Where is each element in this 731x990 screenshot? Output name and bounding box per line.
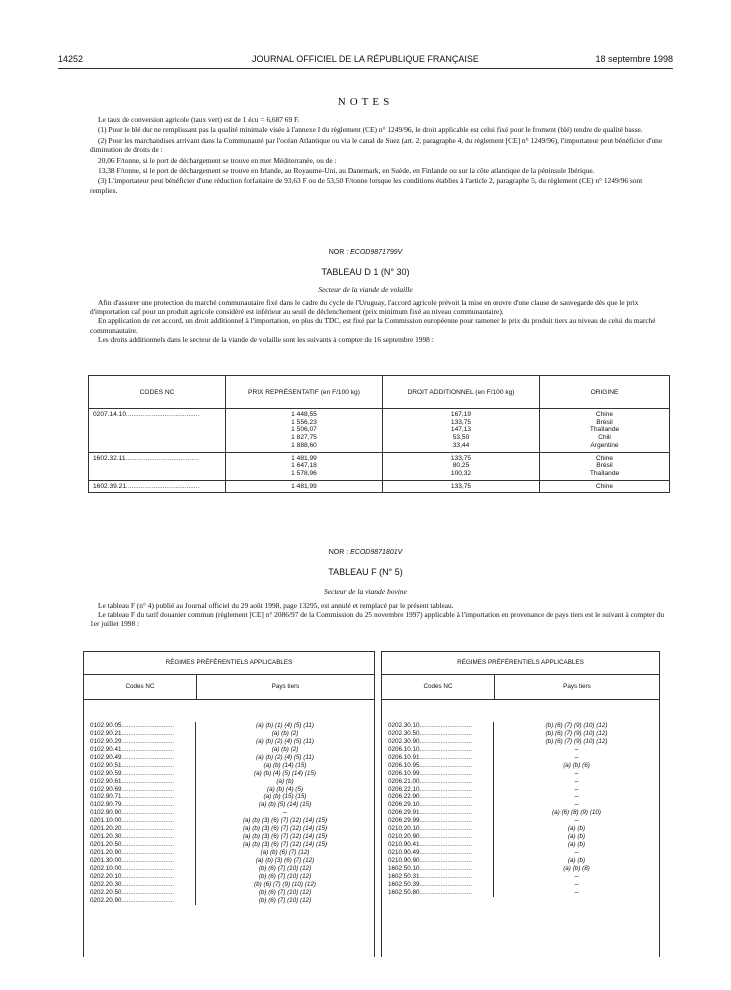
nc-code: 0102.90.05 bbox=[90, 722, 122, 729]
nc-code: 0102.90.71 bbox=[90, 793, 122, 801]
table-row: 0201.30.00.............................. bbox=[90, 856, 175, 864]
col-header-codes: Codes NC bbox=[84, 675, 197, 699]
table-row: 0206.10.95.............................. bbox=[388, 761, 473, 769]
pays-value: (a) (b) (15) (15) bbox=[263, 793, 307, 801]
col-header: PRIX REPRÉSENTATIF (en F/100 kg) bbox=[226, 376, 383, 409]
pays-value: – bbox=[574, 753, 579, 761]
nc-code: 0102.90.79 bbox=[90, 801, 122, 809]
table-row: 0201.20.90.............................. bbox=[90, 849, 175, 856]
nc-code: 0206.29.10 bbox=[388, 801, 420, 809]
sector-title: Secteur de la viande de volaille bbox=[318, 285, 413, 294]
pays-value: (a) (b) (3) (6) (7) (12) (14) (15) bbox=[242, 841, 328, 849]
intro-paragraph: En application de cet accord, un droit additionnel à l'importation, en plus du TDC, est fixé par la Commission européenne pour ramener le prix du produit tiers au niveau de celui du marché communautaire. bbox=[90, 316, 656, 335]
pays-value: (b) (6) (7) (9) (10) (12) bbox=[545, 722, 608, 729]
table-row: 1602.50.31.............................. bbox=[388, 872, 473, 880]
cell-value: Thaïlande bbox=[589, 469, 620, 477]
note-paragraph: (1) Pour le blé dur ne remplissant pas la qualité minimale visée à l'annexe I du règlement (CE) n° 1249/96, le droit applicable est celui fixé pour le froment (blé) tendre de qualité basse. bbox=[98, 125, 643, 135]
table-row: 0206.22.90.............................. bbox=[388, 793, 473, 801]
nc-code: 0201.10.00 bbox=[90, 817, 122, 825]
nc-code: 1602.50.80 bbox=[388, 888, 420, 896]
table-row: 0102.90.90.............................. bbox=[90, 809, 175, 817]
codes-column bbox=[84, 722, 196, 905]
table-row: 0206.29.10.............................. bbox=[388, 801, 473, 809]
table-row: 0102.90.59.............................. bbox=[90, 769, 175, 777]
nc-code: 0102.90.51 bbox=[90, 761, 122, 769]
cell-value: 33,44 bbox=[452, 441, 470, 449]
cell-value: Argentine bbox=[590, 441, 619, 449]
col-header-pays: Pays tiers bbox=[271, 683, 300, 690]
table-row: 0201.20.20.............................. bbox=[90, 825, 175, 833]
table-row: 0202.30.90.............................. bbox=[388, 737, 473, 745]
pays-value: (a) (b) bbox=[276, 777, 294, 785]
nc-code: 0102.90.59 bbox=[90, 769, 122, 777]
nc-code: 1602.50.10 bbox=[388, 864, 420, 872]
pays-value: (a) (b) bbox=[567, 841, 586, 849]
nc-code: 0210.20.90 bbox=[388, 833, 420, 841]
pays-value: – bbox=[574, 745, 579, 753]
table-row: 1602.32.11........................................ 1 481,99 1 647,18 1 578,96 133,75 80,25 100,32 Chine Brésil Thaïlande bbox=[89, 452, 670, 480]
table-row: 0202.20.90.............................. bbox=[90, 896, 175, 904]
pays-value: (b) (6) (7) (10) (12) bbox=[258, 896, 312, 904]
pays-value: (a) (6) (8) (9) (10) bbox=[552, 809, 601, 817]
nc-code: 0102.90.21 bbox=[90, 729, 122, 737]
table-row: 0201.20.30.............................. bbox=[90, 833, 175, 841]
table-row: 0102.90.05.............................. bbox=[90, 722, 175, 729]
issue-date: 18 septembre 1998 bbox=[595, 54, 673, 64]
nc-code: 0201.20.90 bbox=[90, 849, 122, 856]
table-row: 0102.90.29.............................. bbox=[90, 737, 175, 745]
table-row: 0102.90.41.............................. bbox=[90, 745, 175, 753]
pays-value: (a) (b) (14) (15) bbox=[263, 761, 307, 769]
pays-value: – bbox=[574, 777, 579, 785]
intro-paragraph: Les droits additionnels dans le secteur de la viande de volaille sont les suivants à compter du 16 septembre 1998 : bbox=[98, 334, 434, 344]
nc-code: 0206.29.99 bbox=[388, 817, 420, 825]
table-row: 0202.20.50.............................. bbox=[90, 888, 175, 896]
cell-value: 147,13 bbox=[450, 426, 472, 434]
intro-text bbox=[90, 601, 665, 629]
cell-value: 1 556,23 bbox=[291, 418, 317, 426]
table-row: 0201.20.50.............................. bbox=[90, 841, 175, 849]
nc-code: 0210.90.49 bbox=[388, 849, 420, 856]
sector-title: Secteur de la viande bovine bbox=[324, 587, 407, 596]
col-header: ORIGINE bbox=[540, 376, 670, 409]
pays-value: (a) (b) (3) (6) (7) (12) (14) (15) bbox=[242, 825, 328, 833]
pays-value: (a) (b) (4) (5) (14) (15) bbox=[254, 769, 316, 777]
table-row: 0102.90.21.............................. bbox=[90, 729, 175, 737]
table-row: 0201.10.00.............................. bbox=[90, 817, 175, 825]
table-row: 1602.50.39.............................. bbox=[388, 880, 473, 888]
cell-value: 1 506,07 bbox=[291, 426, 317, 434]
pays-value: (a) (b) bbox=[567, 833, 586, 841]
pays-value: – bbox=[574, 849, 579, 856]
cell-value: 1 578,96 bbox=[291, 469, 317, 477]
table-row: 0202.30.50.............................. bbox=[388, 729, 473, 737]
pays-value: – bbox=[574, 801, 579, 809]
pays-value: – bbox=[574, 769, 579, 777]
pays-value: (a) (b) (8) bbox=[563, 864, 590, 872]
cell-value: Chine bbox=[595, 482, 614, 490]
table-row: 0206.21.00.............................. bbox=[388, 777, 473, 785]
nc-code: 0202.20.10 bbox=[90, 872, 122, 880]
nor-code: ECOD9871801V bbox=[350, 549, 403, 556]
nc-code: 0206.10.91 bbox=[388, 753, 420, 761]
col-header-pays: Pays tiers bbox=[563, 683, 591, 690]
pays-column bbox=[494, 722, 659, 897]
pays-value: (b) (6) (7) (10) (12) bbox=[258, 888, 312, 896]
table-row: 0102.90.61.............................. bbox=[90, 777, 175, 785]
pays-value: (b) (6) (7) (10) (12) bbox=[258, 872, 312, 880]
pays-value: (b) (6) (7) (10) (12) bbox=[258, 864, 312, 872]
intro-paragraph: Le tableau F (n° 4) publié au Journal officiel du 29 août 1998, page 13295, est annulé et remplacé par le présent tableau. bbox=[98, 601, 454, 610]
cell-value: 80,25 bbox=[452, 462, 470, 470]
cell-value: Chine bbox=[595, 411, 614, 418]
notes-block bbox=[90, 115, 665, 196]
nc-code: 0206.22.90 bbox=[388, 793, 420, 801]
cell-value: 1 448,55 bbox=[291, 411, 317, 418]
pays-value: (a) (b) (2) (4) (5) (11) bbox=[256, 753, 314, 761]
pays-value: – bbox=[283, 809, 287, 817]
header-rule bbox=[58, 68, 673, 69]
nc-code: 0206.10.99 bbox=[388, 769, 420, 777]
pays-value: (a) (b) (3) (6) (7) (12) bbox=[255, 856, 315, 864]
nc-code: 0210.20.10 bbox=[388, 825, 420, 833]
note-paragraph: Le taux de conversion agricole (taux vert) est de 1 écu = 6,687 69 F. bbox=[98, 115, 300, 124]
table-row: 1602.50.80.............................. bbox=[388, 888, 473, 896]
nc-code: 0206.10.95 bbox=[388, 761, 420, 769]
pays-value: (a) (b) (5) (14) (15) bbox=[258, 801, 312, 809]
nc-code: 0102.90.29 bbox=[90, 737, 122, 745]
cell-value: Thaïlande bbox=[589, 426, 620, 434]
nc-code: 0206.22.10 bbox=[388, 785, 420, 793]
cell-value: Chili bbox=[598, 434, 611, 442]
pays-value: – bbox=[574, 880, 579, 888]
notes-title: NOTES bbox=[337, 96, 394, 108]
nor-label: NOR : bbox=[328, 249, 349, 256]
table-row: 0206.10.10.............................. bbox=[388, 745, 473, 753]
table-row: 0206.22.10.............................. bbox=[388, 785, 473, 793]
pays-value: (b) (6) (7) (9) (10) (12) bbox=[545, 729, 608, 737]
table-row: 0202.30.10.............................. bbox=[388, 722, 473, 729]
cell-value: Chine bbox=[595, 454, 614, 462]
nc-code: 0210.90.90 bbox=[388, 856, 420, 864]
preferential-table-left bbox=[83, 651, 375, 957]
nc-code: 0202.20.90 bbox=[90, 896, 122, 904]
table-title: TABLEAU D 1 (N° 30) bbox=[321, 267, 410, 277]
nc-code: 0206.29.91 bbox=[388, 809, 420, 817]
nc-code: 0210.90.41 bbox=[388, 841, 420, 849]
pays-value: (a) (b) (3) (6) (7) (12) (14) (15) bbox=[242, 833, 328, 841]
nc-code: 1602.39.21 bbox=[93, 482, 127, 490]
cell-value: Brésil bbox=[596, 418, 613, 426]
pays-value: (a) (b) (2) (4) (5) (11) bbox=[256, 737, 314, 745]
nor-reference bbox=[0, 549, 731, 556]
nc-code: 1602.32.11 bbox=[93, 454, 126, 462]
pays-value: (a) (b) (6) bbox=[563, 761, 590, 769]
note-paragraph: (3) L'importateur peut bénéficier d'une réduction forfaitaire de 93,63 F ou de 53,50 F/tonne lorsque les conditions établies à l'article 2, paragraphe 5, du règlement (CE) n° 1249/96 sont remplies. bbox=[90, 176, 643, 195]
table-row: 0102.90.71.............................. bbox=[90, 793, 175, 801]
pays-value: – bbox=[574, 793, 579, 801]
cell-value: 1 647,18 bbox=[291, 462, 317, 470]
preferential-table-right bbox=[381, 651, 660, 957]
nc-code: 0102.90.41 bbox=[90, 745, 122, 753]
intro-paragraph: Afin d'assurer une protection du marché communautaire fixé dans le cadre du cycle de l'Uruguay, l'accord agricole prévoit la mise en œuvre d'une clause de sauvegarde dès que le prix d'importation caf pour un produit agricole considéré est inférieur au seuil de déclenchement (prix minimum fixé au niveau communautaire). bbox=[90, 298, 639, 317]
col-header: CODES NC bbox=[89, 376, 226, 409]
pays-value: (a) (b) (6) (7) (12) bbox=[260, 849, 310, 856]
pays-value: (a) (b) (2) bbox=[271, 729, 299, 737]
pays-value: – bbox=[574, 888, 579, 896]
nc-code: 0202.20.30 bbox=[90, 880, 122, 888]
table-row: 0206.10.91.............................. bbox=[388, 753, 473, 761]
cell-value: 133,75 bbox=[450, 418, 472, 426]
table-row: 0202.20.30.............................. bbox=[90, 880, 175, 888]
nor-reference bbox=[0, 249, 731, 256]
nc-code: 0102.90.61 bbox=[90, 777, 122, 785]
nc-code: 0102.90.69 bbox=[90, 785, 122, 793]
pays-value: (b) (6) (7) (9) (10) (12) bbox=[254, 880, 316, 888]
poultry-duty-table bbox=[88, 375, 670, 493]
pays-value: (b) (6) (7) (9) (10) (12) bbox=[545, 737, 608, 745]
pays-value: (a) (b) (4) (5) bbox=[266, 785, 304, 793]
table-row: 0202.10.00.............................. bbox=[90, 864, 175, 872]
nc-code: 0207.14.10 bbox=[93, 411, 127, 418]
pays-value: (a) (b) (1) (4) (5) (11) bbox=[256, 722, 314, 729]
nc-code: 0206.21.00 bbox=[388, 777, 420, 785]
nor-label: NOR : bbox=[328, 549, 349, 556]
nc-code: 0202.30.90 bbox=[388, 737, 420, 745]
table-row: 0102.90.51.............................. bbox=[90, 761, 175, 769]
nc-code: 0201.20.20 bbox=[90, 825, 122, 833]
table-row: 0102.90.79.............................. bbox=[90, 801, 175, 809]
nc-code: 1602.50.31 bbox=[388, 872, 420, 880]
table-header: RÉGIMES PRÉFÉRENTIELS APPLICABLES bbox=[84, 652, 374, 675]
cell-value: 1 827,75 bbox=[291, 434, 317, 442]
page-number: 14252 bbox=[58, 54, 84, 64]
intro-paragraph: Le tableau F du tarif douanier commun (règlement [CE] n° 2086/97 de la Commission du 25 novembre 1997) applicable à l'importation en provenance de pays tiers est le suivant à compter du 1er juillet 1998 : bbox=[90, 610, 665, 629]
cell-value: Brésil bbox=[596, 462, 613, 470]
nc-code: 0102.90.90 bbox=[90, 809, 122, 817]
table-row: 0210.90.90.............................. bbox=[388, 856, 473, 864]
table-header: RÉGIMES PRÉFÉRENTIELS APPLICABLES bbox=[382, 652, 659, 675]
nc-code: 0202.20.50 bbox=[90, 888, 122, 896]
table-row: 0210.90.41.............................. bbox=[388, 841, 473, 849]
pays-value: (a) (b) (2) bbox=[271, 745, 299, 753]
nc-code: 0201.20.50 bbox=[90, 841, 122, 849]
nc-code: 0202.30.50 bbox=[388, 729, 420, 737]
pays-value: (a) (b) bbox=[567, 856, 586, 864]
table-row: 0206.29.99.............................. bbox=[388, 817, 473, 825]
pays-value: (a) (b) bbox=[567, 825, 586, 833]
col-header-codes: Codes NC bbox=[382, 675, 495, 699]
table-row: 0210.20.10.............................. bbox=[388, 825, 473, 833]
table-row: 0210.90.49.............................. bbox=[388, 849, 473, 856]
cell-value: 100,32 bbox=[450, 469, 472, 477]
journal-title: JOURNAL OFFICIEL DE LA RÉPUBLIQUE FRANÇAISE bbox=[252, 54, 479, 64]
pays-column bbox=[196, 722, 374, 905]
codes-column bbox=[382, 722, 494, 897]
table-row: 0102.90.69.............................. bbox=[90, 785, 175, 793]
pays-value: (a) (b) (3) (6) (7) (12) (14) (15) bbox=[242, 817, 328, 825]
nc-code: 0201.30.00 bbox=[90, 856, 122, 864]
note-paragraph: 13,38 F/tonne, si le port de déchargement se trouve en Irlande, au Royaume-Uni, au Danemark, en Suède, en Finlande ou sur la côte atlantique de la péninsule Ibérique. bbox=[98, 166, 595, 176]
nc-code: 0206.10.10 bbox=[388, 745, 420, 753]
cell-value: 133,75 bbox=[450, 454, 472, 462]
nc-code: 1602.50.39 bbox=[388, 880, 420, 888]
nc-code: 0102.90.49 bbox=[90, 753, 122, 761]
note-paragraph: 20,06 F/tonne, si le port de déchargement se trouve en mer Méditerranée, ou de : bbox=[98, 155, 337, 165]
nc-code: 0201.20.30 bbox=[90, 833, 122, 841]
cell-value: 1 481,99 bbox=[291, 454, 317, 462]
cell-value: 1 888,60 bbox=[291, 441, 317, 449]
table-row: 1602.39.21........................................ 1 481,99 133,75 Chine bbox=[89, 480, 670, 493]
pays-value: – bbox=[574, 785, 579, 793]
col-header: DROIT ADDITIONNEL (en F/100 kg) bbox=[383, 376, 540, 409]
cell-value: 1 481,99 bbox=[291, 482, 317, 490]
table-row: 1602.50.10.............................. bbox=[388, 864, 473, 872]
table-row: 0206.29.91.............................. bbox=[388, 809, 473, 817]
nor-code: ECOD9871799V bbox=[350, 249, 403, 256]
cell-value: 133,75 bbox=[450, 482, 472, 490]
table-row: 0207.14.10........................................ 1 448,55 1 556,23 1 506,07 1 827,75 1 888,60 167,19 133,75 147,13 53,50 33,44 Chine Brésil Thaïlande Chili Argentine bbox=[89, 409, 670, 453]
table-row: 0206.10.99.............................. bbox=[388, 769, 473, 777]
pays-value: – bbox=[574, 817, 579, 825]
pays-value: – bbox=[574, 872, 579, 880]
table-row: 0210.20.90.............................. bbox=[388, 833, 473, 841]
table-row: 0202.20.10.............................. bbox=[90, 872, 175, 880]
nc-code: 0202.30.10 bbox=[388, 722, 420, 729]
cell-value: 53,50 bbox=[452, 434, 470, 442]
cell-value: 167,19 bbox=[450, 411, 472, 418]
table-row: 0102.90.49.............................. bbox=[90, 753, 175, 761]
intro-text bbox=[90, 298, 665, 344]
nc-code: 0202.10.00 bbox=[90, 864, 122, 872]
table-title: TABLEAU F (N° 5) bbox=[328, 567, 403, 577]
note-paragraph: (2) Pour les marchandises arrivant dans la Communauté par l'océan Atlantique ou via le canal de Suez (art. 2, paragraphe 4, du règlement [CE] n° 1249/96), l'importateur peut bénéficier d'une diminution de droits de : bbox=[90, 135, 663, 155]
